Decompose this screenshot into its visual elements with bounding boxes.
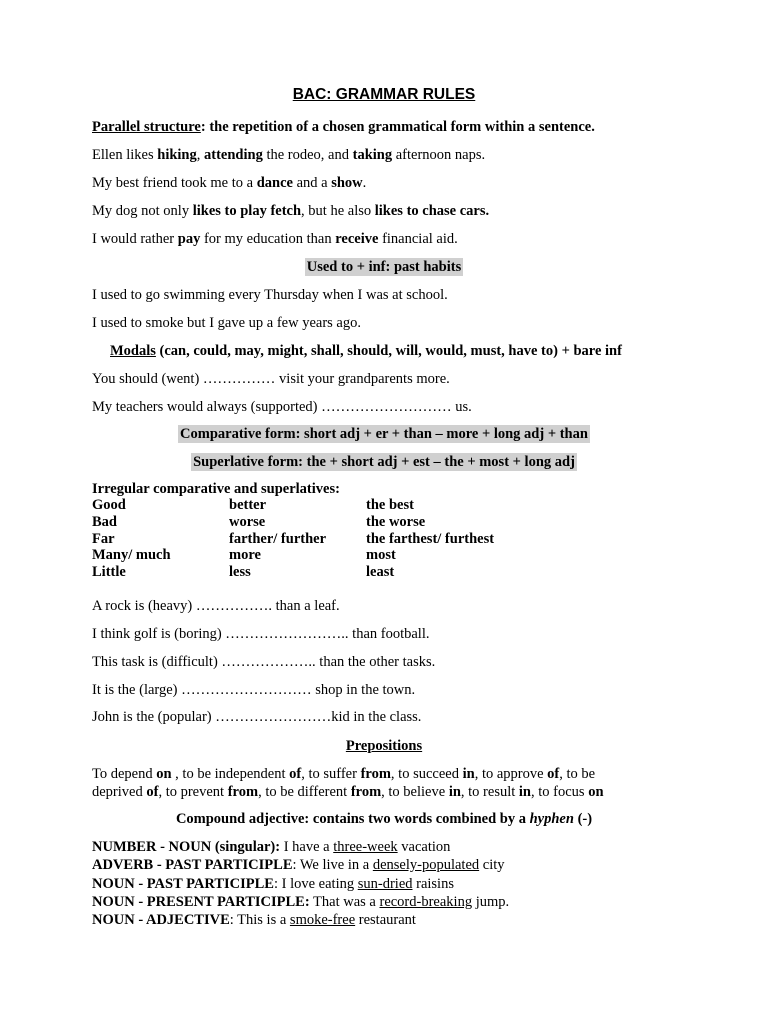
compound-row: NOUN - PRESENT PARTICIPLE: That was a record-breaking jump. bbox=[92, 894, 510, 910]
prepositions-heading: Prepositions bbox=[345, 738, 423, 754]
parallel-structure-definition: Parallel structure: the repetition of a chosen grammatical form within a sentence. bbox=[92, 119, 595, 135]
irregular-heading: Irregular comparative and superlatives: bbox=[92, 481, 340, 497]
parallel-example-4: I would rather pay for my education than receive financial aid. bbox=[92, 231, 458, 247]
comparative-exercise: I think golf is (boring) …………………….. than football. bbox=[92, 626, 430, 642]
modals-rule: Modals (can, could, may, might, shall, should, will, would, must, have to) + bare inf bbox=[110, 343, 622, 359]
prepositions-line-2: deprived of, to prevent from, to be different from, to believe in, to result in, to focus on bbox=[92, 784, 604, 800]
compound-row: NOUN - ADJECTIVE: This is a smoke-free restaurant bbox=[92, 912, 416, 928]
table-row: Bad worse the worse bbox=[92, 513, 426, 530]
superlative-rule: Superlative form: the + short adj + est – the + most + long adj bbox=[193, 454, 575, 470]
comparative-rule: Comparative form: short adj + er + than – more + long adj + than bbox=[180, 426, 588, 442]
table-row: Many/ much more most bbox=[92, 547, 396, 564]
compound-adjective-heading: Compound adjective: contains two words combined by a hyphen (-) bbox=[175, 811, 593, 827]
parallel-example-1: Ellen likes hiking, attending the rodeo, and taking afternoon naps. bbox=[92, 147, 486, 163]
compound-row: NUMBER - NOUN (singular): I have a three-week vacation bbox=[92, 839, 451, 855]
comparative-exercise: A rock is (heavy) ……………. than a leaf. bbox=[92, 598, 340, 614]
compound-row: ADVERB - PAST PARTICIPLE: We live in a densely-populated city bbox=[92, 857, 505, 873]
compound-row: NOUN - PAST PARTICIPLE: I love eating sun-dried raisins bbox=[92, 876, 454, 892]
modals-exercise-1: You should (went) …………… visit your grandparents more. bbox=[92, 371, 450, 387]
modals-exercise-2: My teachers would always (supported) ……………………… us. bbox=[92, 399, 472, 415]
parallel-structure-heading: Parallel structure bbox=[92, 119, 201, 135]
superlative-exercise: It is the (large) ……………………… shop in the town. bbox=[92, 682, 416, 698]
parallel-example-3: My dog not only likes to play fetch, but he also likes to chase cars. bbox=[92, 203, 490, 219]
prepositions-line-1: To depend on , to be independent of, to suffer from, to succeed in, to approve of, to be bbox=[92, 766, 596, 782]
table-row: Good better the best bbox=[92, 497, 414, 513]
table-row: Little less least bbox=[92, 564, 395, 581]
irregular-table bbox=[92, 497, 494, 581]
comparative-exercise: This task is (difficult) ……………….. than the other tasks. bbox=[92, 654, 436, 670]
used-to-heading: Used to + inf: past habits bbox=[306, 259, 462, 275]
parallel-example-2: My best friend took me to a dance and a show. bbox=[92, 175, 367, 191]
superlative-exercise: John is the (popular) ……………………kid in the class. bbox=[92, 709, 422, 725]
used-to-example-2: I used to smoke but I gave up a few years ago. bbox=[92, 315, 361, 331]
used-to-example-1: I used to go swimming every Thursday when I was at school. bbox=[92, 287, 448, 303]
table-row: Far farther/ further the farthest/ furthest bbox=[92, 530, 495, 547]
page-title: BAC: GRAMMAR RULES bbox=[292, 86, 476, 103]
modals-heading: Modals bbox=[110, 343, 156, 359]
